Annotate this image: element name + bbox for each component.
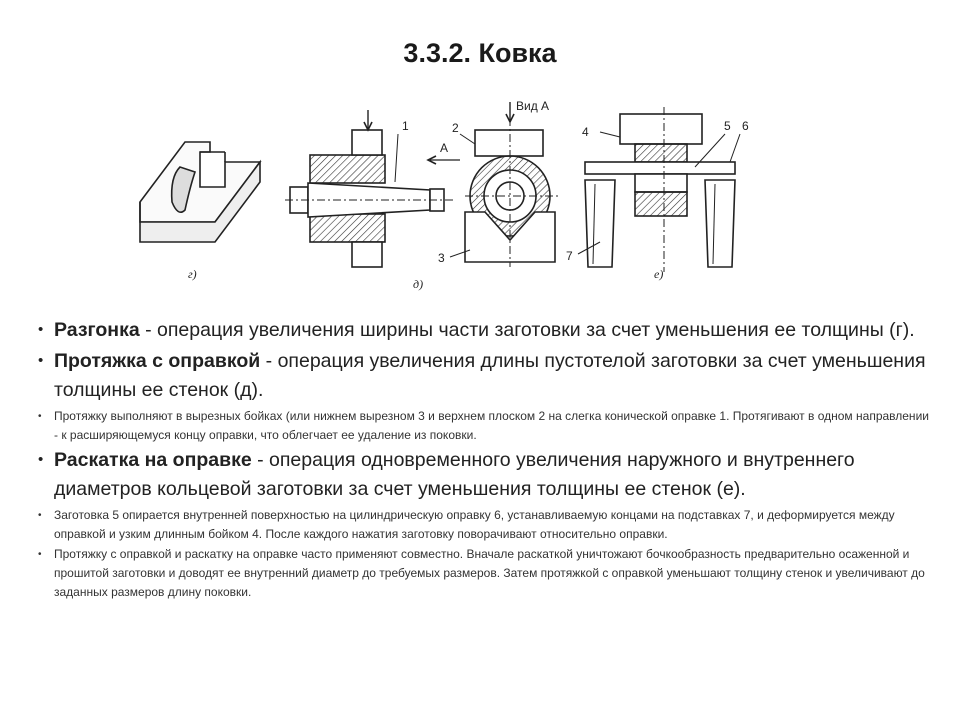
bullet-list	[32, 316, 932, 603]
label-5: 5	[724, 119, 731, 133]
label-3: 3	[438, 251, 445, 265]
bullet-text: - операция увеличения длины пустотелой заготовки за счет уменьшения толщины ее стенок (д).	[54, 350, 926, 401]
caption-g: г)	[188, 267, 197, 281]
bullet-rolling-note	[32, 506, 932, 544]
view-a-label: Вид А	[516, 99, 550, 113]
figure-d-view-a	[450, 102, 558, 267]
bullet-drawing-note	[32, 407, 932, 445]
bullet-ring-rolling	[32, 446, 932, 504]
bullet-dot-icon: •	[38, 510, 42, 521]
figure-g-spreading	[140, 142, 260, 242]
caption-d: д)	[413, 277, 424, 291]
bullet-term: Протяжка с оправкой	[54, 350, 261, 372]
forging-figures	[130, 92, 770, 302]
bullet-text: Заготовка 5 опирается внутренней поверхностью на цилиндрическую оправку 6, устанавливаемую концами на подставках 7, и деформируется между оправкой и узким длинным бойком 4. После каждого нажатия заготовку поворачивают относительно оправки.	[54, 508, 895, 541]
caption-e: е)	[654, 267, 664, 281]
bullet-spreading	[32, 316, 932, 345]
label-4: 4	[582, 125, 589, 139]
slide-title: 3.3.2. Ковка	[403, 38, 557, 68]
label-6: 6	[742, 119, 749, 133]
bullet-text: Протяжку выполняют в вырезных бойках (или нижнем вырезном 3 и верхнем плоском 2 на слегка конической оправке 1. Протягивают в одном направлении - к расширяющемуся концу оправки, что облегчает ее удаление из поковки.	[54, 409, 929, 442]
figure-e-ring-rolling	[578, 107, 740, 272]
bullet-text: - операция увеличения ширины части заготовки за счет уменьшения ее толщины (г).	[139, 319, 915, 341]
bullet-combined-note	[32, 545, 932, 602]
bullet-term: Раскатка на оправке	[54, 449, 252, 471]
bullet-dot-icon: •	[38, 549, 42, 560]
bullet-text: - операция одновременного увеличения наружного и внутреннего диаметров кольцевой заготовки за счет уменьшения толщины ее стенок (е).	[54, 449, 855, 500]
figure-d-mandrel	[285, 110, 460, 267]
label-7: 7	[566, 249, 573, 263]
bullet-dot-icon: •	[38, 352, 44, 369]
label-2: 2	[452, 121, 459, 135]
label-1: 1	[402, 119, 409, 133]
bullet-dot-icon: •	[38, 411, 42, 422]
arrow-label-a: А	[440, 141, 449, 155]
bullet-dot-icon: •	[38, 321, 44, 338]
bullet-drawing-mandrel	[32, 347, 932, 405]
bullet-term: Разгонка	[54, 319, 140, 341]
bullet-dot-icon: •	[38, 451, 44, 468]
bullet-text: Протяжку с оправкой и раскатку на оправке часто применяют совместно. Вначале раскаткой уничтожают бочкообразность предварительно осаженной и прошитой заготовки и доводят ее внутренний диаметр до требуемых размеров. Затем протяжкой с оправкой уменьшают толщину стенок и увеличивают до заданных размеров длину поковки.	[54, 547, 925, 599]
